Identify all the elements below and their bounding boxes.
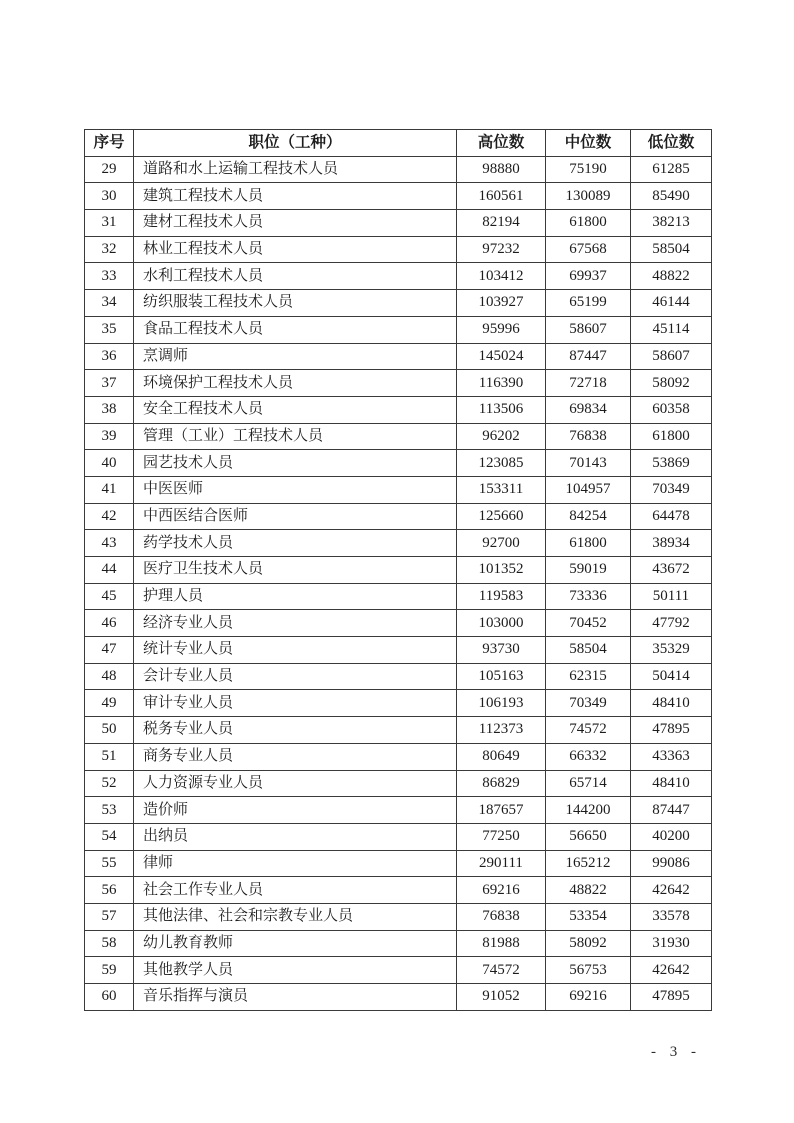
table-row xyxy=(85,423,712,450)
table-row xyxy=(85,903,712,930)
table-row xyxy=(85,396,712,423)
row-index-cell: 57 xyxy=(85,903,134,930)
table-row xyxy=(85,743,712,770)
high-value-cell: 80649 xyxy=(457,743,546,770)
median-value-cell: 69937 xyxy=(546,263,631,290)
low-value-cell: 43363 xyxy=(631,743,712,770)
high-value-cell: 119583 xyxy=(457,583,546,610)
row-index-cell: 49 xyxy=(85,690,134,717)
job-title-cell: 社会工作专业人员 xyxy=(134,877,457,904)
high-value-cell: 77250 xyxy=(457,823,546,850)
low-value-cell: 48410 xyxy=(631,690,712,717)
high-value-cell: 145024 xyxy=(457,343,546,370)
row-index-cell: 46 xyxy=(85,610,134,637)
high-value-cell: 103412 xyxy=(457,263,546,290)
table-row xyxy=(85,557,712,584)
median-value-cell: 65199 xyxy=(546,290,631,317)
table-row xyxy=(85,530,712,557)
median-value-cell: 48822 xyxy=(546,877,631,904)
median-value-cell: 61800 xyxy=(546,210,631,237)
row-index-cell: 30 xyxy=(85,183,134,210)
job-title-cell: 建材工程技术人员 xyxy=(134,210,457,237)
median-value-cell: 87447 xyxy=(546,343,631,370)
low-value-cell: 42642 xyxy=(631,957,712,984)
median-value-cell: 144200 xyxy=(546,797,631,824)
job-title-cell: 造价师 xyxy=(134,797,457,824)
high-value-cell: 106193 xyxy=(457,690,546,717)
row-index-cell: 42 xyxy=(85,503,134,530)
job-title-cell: 林业工程技术人员 xyxy=(134,236,457,263)
salary-table xyxy=(84,129,712,1011)
table-row xyxy=(85,850,712,877)
median-value-cell: 69834 xyxy=(546,396,631,423)
job-title-cell: 建筑工程技术人员 xyxy=(134,183,457,210)
job-title-cell: 中医医师 xyxy=(134,476,457,503)
row-index-cell: 35 xyxy=(85,316,134,343)
job-title-cell: 税务专业人员 xyxy=(134,717,457,744)
median-value-cell: 59019 xyxy=(546,557,631,584)
low-value-cell: 38213 xyxy=(631,210,712,237)
table-row xyxy=(85,984,712,1011)
high-value-cell: 113506 xyxy=(457,396,546,423)
job-title-cell: 水利工程技术人员 xyxy=(134,263,457,290)
row-index-cell: 34 xyxy=(85,290,134,317)
high-value-cell: 86829 xyxy=(457,770,546,797)
job-title-cell: 道路和水上运输工程技术人员 xyxy=(134,156,457,183)
low-value-cell: 40200 xyxy=(631,823,712,850)
median-value-cell: 65714 xyxy=(546,770,631,797)
job-title-cell: 其他教学人员 xyxy=(134,957,457,984)
high-value-cell: 112373 xyxy=(457,717,546,744)
col-header-index: 序号 xyxy=(85,130,134,157)
job-title-cell: 人力资源专业人员 xyxy=(134,770,457,797)
median-value-cell: 73336 xyxy=(546,583,631,610)
table-row xyxy=(85,930,712,957)
low-value-cell: 47895 xyxy=(631,984,712,1011)
table-row xyxy=(85,290,712,317)
median-value-cell: 104957 xyxy=(546,476,631,503)
high-value-cell: 103927 xyxy=(457,290,546,317)
job-title-cell: 会计专业人员 xyxy=(134,663,457,690)
median-value-cell: 53354 xyxy=(546,903,631,930)
low-value-cell: 53869 xyxy=(631,450,712,477)
table-row xyxy=(85,717,712,744)
job-title-cell: 纺织服装工程技术人员 xyxy=(134,290,457,317)
high-value-cell: 91052 xyxy=(457,984,546,1011)
job-title-cell: 经济专业人员 xyxy=(134,610,457,637)
row-index-cell: 56 xyxy=(85,877,134,904)
high-value-cell: 123085 xyxy=(457,450,546,477)
col-header-job: 职位（工种） xyxy=(134,130,457,157)
median-value-cell: 165212 xyxy=(546,850,631,877)
job-title-cell: 其他法律、社会和宗教专业人员 xyxy=(134,903,457,930)
job-title-cell: 药学技术人员 xyxy=(134,530,457,557)
table-row xyxy=(85,957,712,984)
row-index-cell: 40 xyxy=(85,450,134,477)
low-value-cell: 43672 xyxy=(631,557,712,584)
high-value-cell: 96202 xyxy=(457,423,546,450)
median-value-cell: 84254 xyxy=(546,503,631,530)
high-value-cell: 81988 xyxy=(457,930,546,957)
high-value-cell: 160561 xyxy=(457,183,546,210)
high-value-cell: 69216 xyxy=(457,877,546,904)
low-value-cell: 38934 xyxy=(631,530,712,557)
job-title-cell: 幼儿教育教师 xyxy=(134,930,457,957)
row-index-cell: 36 xyxy=(85,343,134,370)
median-value-cell: 72718 xyxy=(546,370,631,397)
table-row xyxy=(85,770,712,797)
low-value-cell: 33578 xyxy=(631,903,712,930)
table-header-row xyxy=(85,130,712,157)
row-index-cell: 38 xyxy=(85,396,134,423)
low-value-cell: 61285 xyxy=(631,156,712,183)
row-index-cell: 48 xyxy=(85,663,134,690)
table-row xyxy=(85,797,712,824)
row-index-cell: 60 xyxy=(85,984,134,1011)
job-title-cell: 医疗卫生技术人员 xyxy=(134,557,457,584)
high-value-cell: 98880 xyxy=(457,156,546,183)
row-index-cell: 58 xyxy=(85,930,134,957)
low-value-cell: 48822 xyxy=(631,263,712,290)
low-value-cell: 35329 xyxy=(631,637,712,664)
high-value-cell: 92700 xyxy=(457,530,546,557)
median-value-cell: 130089 xyxy=(546,183,631,210)
low-value-cell: 85490 xyxy=(631,183,712,210)
col-header-median: 中位数 xyxy=(546,130,631,157)
table-row xyxy=(85,343,712,370)
job-title-cell: 商务专业人员 xyxy=(134,743,457,770)
row-index-cell: 45 xyxy=(85,583,134,610)
low-value-cell: 61800 xyxy=(631,423,712,450)
low-value-cell: 45114 xyxy=(631,316,712,343)
median-value-cell: 56650 xyxy=(546,823,631,850)
job-title-cell: 护理人员 xyxy=(134,583,457,610)
table-row xyxy=(85,690,712,717)
table-row xyxy=(85,370,712,397)
median-value-cell: 70143 xyxy=(546,450,631,477)
table-row xyxy=(85,476,712,503)
high-value-cell: 187657 xyxy=(457,797,546,824)
median-value-cell: 70452 xyxy=(546,610,631,637)
row-index-cell: 55 xyxy=(85,850,134,877)
low-value-cell: 46144 xyxy=(631,290,712,317)
low-value-cell: 31930 xyxy=(631,930,712,957)
row-index-cell: 39 xyxy=(85,423,134,450)
job-title-cell: 出纳员 xyxy=(134,823,457,850)
job-title-cell: 食品工程技术人员 xyxy=(134,316,457,343)
row-index-cell: 33 xyxy=(85,263,134,290)
median-value-cell: 70349 xyxy=(546,690,631,717)
col-header-low: 低位数 xyxy=(631,130,712,157)
table-row xyxy=(85,610,712,637)
low-value-cell: 60358 xyxy=(631,396,712,423)
high-value-cell: 105163 xyxy=(457,663,546,690)
high-value-cell: 93730 xyxy=(457,637,546,664)
low-value-cell: 42642 xyxy=(631,877,712,904)
job-title-cell: 中西医结合医师 xyxy=(134,503,457,530)
table-row xyxy=(85,583,712,610)
high-value-cell: 101352 xyxy=(457,557,546,584)
job-title-cell: 烹调师 xyxy=(134,343,457,370)
table-row xyxy=(85,316,712,343)
median-value-cell: 75190 xyxy=(546,156,631,183)
low-value-cell: 58092 xyxy=(631,370,712,397)
median-value-cell: 66332 xyxy=(546,743,631,770)
row-index-cell: 37 xyxy=(85,370,134,397)
job-title-cell: 审计专业人员 xyxy=(134,690,457,717)
table-row xyxy=(85,663,712,690)
low-value-cell: 64478 xyxy=(631,503,712,530)
table-row xyxy=(85,263,712,290)
job-title-cell: 安全工程技术人员 xyxy=(134,396,457,423)
high-value-cell: 290111 xyxy=(457,850,546,877)
row-index-cell: 32 xyxy=(85,236,134,263)
col-header-high: 高位数 xyxy=(457,130,546,157)
row-index-cell: 44 xyxy=(85,557,134,584)
row-index-cell: 53 xyxy=(85,797,134,824)
row-index-cell: 59 xyxy=(85,957,134,984)
row-index-cell: 47 xyxy=(85,637,134,664)
table-row xyxy=(85,823,712,850)
table-row xyxy=(85,450,712,477)
median-value-cell: 61800 xyxy=(546,530,631,557)
low-value-cell: 70349 xyxy=(631,476,712,503)
low-value-cell: 48410 xyxy=(631,770,712,797)
low-value-cell: 50414 xyxy=(631,663,712,690)
median-value-cell: 56753 xyxy=(546,957,631,984)
low-value-cell: 58607 xyxy=(631,343,712,370)
row-index-cell: 29 xyxy=(85,156,134,183)
low-value-cell: 99086 xyxy=(631,850,712,877)
high-value-cell: 103000 xyxy=(457,610,546,637)
row-index-cell: 51 xyxy=(85,743,134,770)
high-value-cell: 95996 xyxy=(457,316,546,343)
median-value-cell: 69216 xyxy=(546,984,631,1011)
low-value-cell: 87447 xyxy=(631,797,712,824)
table-row xyxy=(85,183,712,210)
table-row xyxy=(85,156,712,183)
high-value-cell: 125660 xyxy=(457,503,546,530)
median-value-cell: 58607 xyxy=(546,316,631,343)
high-value-cell: 153311 xyxy=(457,476,546,503)
high-value-cell: 74572 xyxy=(457,957,546,984)
row-index-cell: 52 xyxy=(85,770,134,797)
job-title-cell: 音乐指挥与演员 xyxy=(134,984,457,1011)
page-number: - 3 - xyxy=(651,1044,701,1060)
table-row xyxy=(85,503,712,530)
low-value-cell: 58504 xyxy=(631,236,712,263)
job-title-cell: 统计专业人员 xyxy=(134,637,457,664)
table-row xyxy=(85,236,712,263)
row-index-cell: 31 xyxy=(85,210,134,237)
table-row xyxy=(85,877,712,904)
median-value-cell: 62315 xyxy=(546,663,631,690)
high-value-cell: 116390 xyxy=(457,370,546,397)
median-value-cell: 58092 xyxy=(546,930,631,957)
table-body xyxy=(85,156,712,1010)
row-index-cell: 43 xyxy=(85,530,134,557)
job-title-cell: 园艺技术人员 xyxy=(134,450,457,477)
low-value-cell: 47895 xyxy=(631,717,712,744)
job-title-cell: 环境保护工程技术人员 xyxy=(134,370,457,397)
table-row xyxy=(85,637,712,664)
high-value-cell: 76838 xyxy=(457,903,546,930)
median-value-cell: 76838 xyxy=(546,423,631,450)
median-value-cell: 58504 xyxy=(546,637,631,664)
job-title-cell: 管理（工业）工程技术人员 xyxy=(134,423,457,450)
low-value-cell: 50111 xyxy=(631,583,712,610)
high-value-cell: 82194 xyxy=(457,210,546,237)
row-index-cell: 41 xyxy=(85,476,134,503)
median-value-cell: 74572 xyxy=(546,717,631,744)
row-index-cell: 54 xyxy=(85,823,134,850)
table-row xyxy=(85,210,712,237)
row-index-cell: 50 xyxy=(85,717,134,744)
job-title-cell: 律师 xyxy=(134,850,457,877)
low-value-cell: 47792 xyxy=(631,610,712,637)
median-value-cell: 67568 xyxy=(546,236,631,263)
high-value-cell: 97232 xyxy=(457,236,546,263)
